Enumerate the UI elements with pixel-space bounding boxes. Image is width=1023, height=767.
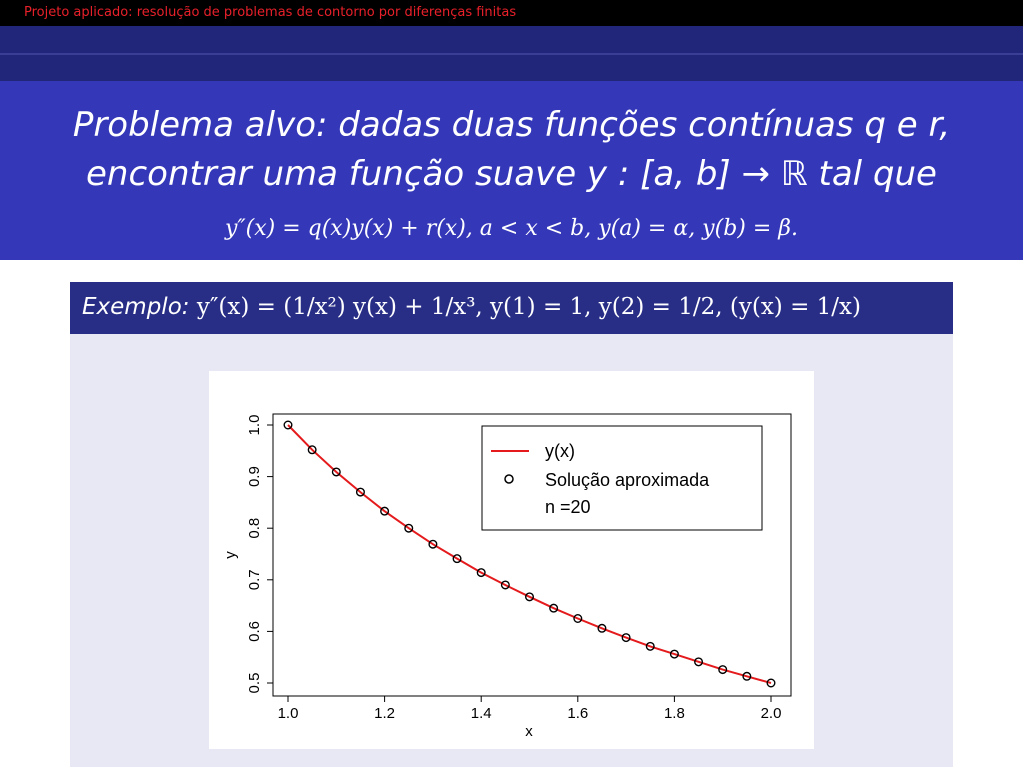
- legend-entry-points: Solução aproximada: [545, 470, 710, 490]
- slide-header-title: Projeto aplicado: resolução de problemas de contorno por diferenças finitas: [24, 5, 517, 20]
- x-axis-label: x: [525, 723, 533, 740]
- x-tick-label: 1.0: [277, 705, 299, 722]
- solution-plot: [209, 371, 814, 749]
- y-tick-label: 0.5: [246, 672, 263, 694]
- x-tick-label: 2.0: [760, 705, 782, 722]
- y-tick-label: 1.0: [246, 414, 263, 436]
- legend-entry-n: n =20: [545, 497, 591, 517]
- y-tick-label: 0.7: [246, 569, 263, 591]
- y-tick-label: 0.9: [246, 466, 263, 488]
- header-band-lower: [0, 55, 1023, 81]
- header-band-upper: [0, 26, 1023, 53]
- problem-statement-block: [0, 81, 1023, 260]
- legend-entry-line: y(x): [545, 441, 575, 461]
- example-header: [70, 282, 953, 334]
- top-bar: [0, 0, 1023, 26]
- plot-card: [209, 371, 814, 749]
- problem-equation: y″(x) = q(x)y(x) + r(x), a < x < b, y(a) = α, y(b) = β.: [224, 216, 798, 241]
- problem-line-1: Problema alvo: dadas duas funções contínuas q e r,: [72, 105, 951, 145]
- x-tick-label: 1.8: [663, 705, 685, 722]
- example-label: Exemplo:: [82, 294, 190, 320]
- example-equation: y″(x) = (1/x²) y(x) + 1/x³, y(1) = 1, y(2) = 1/2, (y(x) = 1/x): [196, 294, 861, 320]
- x-tick-label: 1.4: [470, 705, 492, 722]
- y-axis-label: y: [222, 551, 239, 559]
- problem-line-2: encontrar uma função suave y : [a, b] → ℝ tal que: [86, 154, 937, 194]
- x-tick-label: 1.2: [374, 705, 396, 722]
- y-tick-label: 0.6: [246, 620, 263, 642]
- example-text: [82, 294, 861, 320]
- y-tick-label: 0.8: [246, 517, 263, 539]
- x-tick-label: 1.6: [567, 705, 589, 722]
- legend: [482, 426, 762, 530]
